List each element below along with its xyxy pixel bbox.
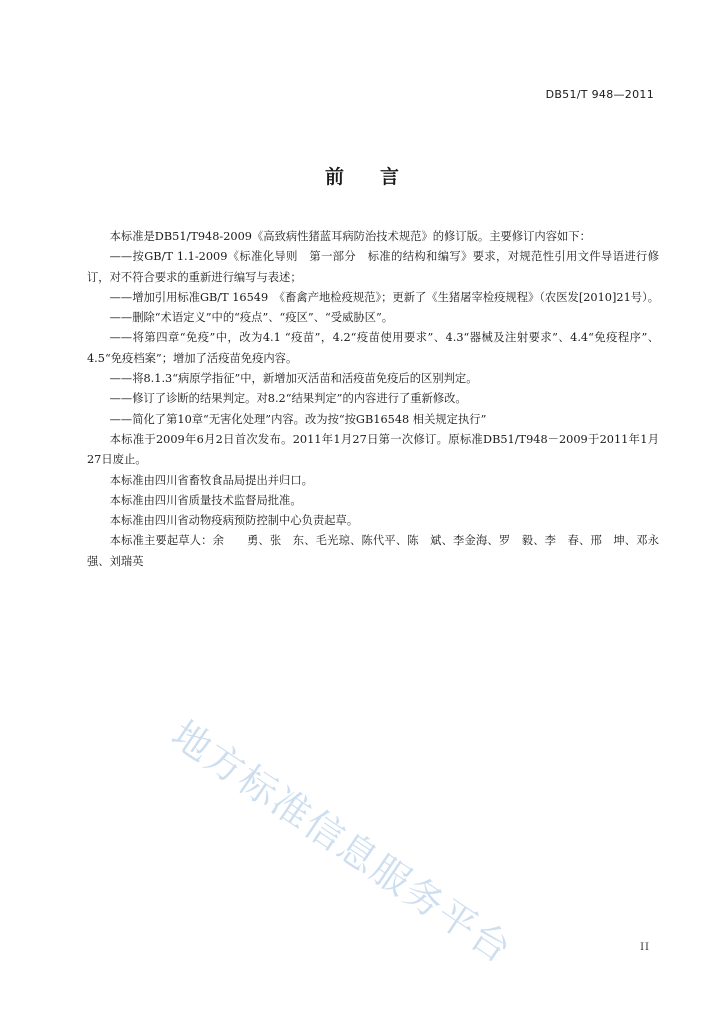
title-char-1: 前 bbox=[324, 166, 344, 188]
paragraph: ——将8.1.3“病原学指征”中，新增加灭活苗和活疫苗免疫后的区别判定。 bbox=[109, 372, 478, 386]
paragraph: 本标准主要起草人：余 勇、张 东、毛光琼、陈代平、陈 斌、李金海、罗 毅、李 春、邢 坤、邓永强、刘瑞英 bbox=[87, 534, 659, 568]
paragraph: ——将第四章“免疫”中，改为4.1 “疫苗”，4.2“疫苗使用要求”、4.3“器械及注射要求”、4.4“免疫程序”、4.5“免疫档案”；增加了活疫苗免疫内容。 bbox=[87, 331, 659, 365]
paragraph: 本标准由四川省质量技术监督局批准。 bbox=[109, 493, 302, 507]
foreword-body bbox=[87, 227, 659, 572]
title-char-2: 言 bbox=[380, 166, 400, 188]
paragraph: 本标准于2009年6月2日首次发布。2011年1月27日第一次修订。原标准DB51/T948－2009于2011年1月27日废止。 bbox=[87, 432, 659, 467]
watermark: 地方标准信息服务平台 bbox=[163, 712, 520, 973]
paragraph: ——增加引用标准GB/T 16549 《畜禽产地检疫规范》；更新了《生猪屠宰检疫规程》（农医发[2010]21号）。 bbox=[109, 290, 660, 304]
paragraph: 本标准由四川省畜牧食品局提出并归口。 bbox=[109, 473, 313, 487]
paragraph: ——简化了第10章“无害化处理”内容。改为按“按GB16548 相关规定执行” bbox=[109, 412, 487, 426]
page-number: II bbox=[640, 942, 650, 953]
paragraph: ——按GB/T 1.1-2009《标准化导则 第一部分 标准的结构和编写》要求，对规范性引用文件导语进行修订，对不符合要求的重新进行编写与表述； bbox=[87, 250, 659, 284]
paragraph: ——删除“术语定义”中的“疫点”、“疫区”、“受威胁区”。 bbox=[109, 311, 394, 325]
paragraph: ——修订了诊断的结果判定。对8.2“结果判定”的内容进行了重新修改。 bbox=[109, 392, 467, 406]
page-title bbox=[0, 162, 724, 189]
standard-code: DB51/T 948—2011 bbox=[545, 88, 654, 101]
paragraph: 本标准是DB51/T948-2009《高致病性猪蓝耳病防治技术规范》的修订版。主要修订内容如下： bbox=[109, 230, 591, 243]
paragraph: 本标准由四川省动物疫病预防控制中心负责起草。 bbox=[109, 514, 359, 528]
